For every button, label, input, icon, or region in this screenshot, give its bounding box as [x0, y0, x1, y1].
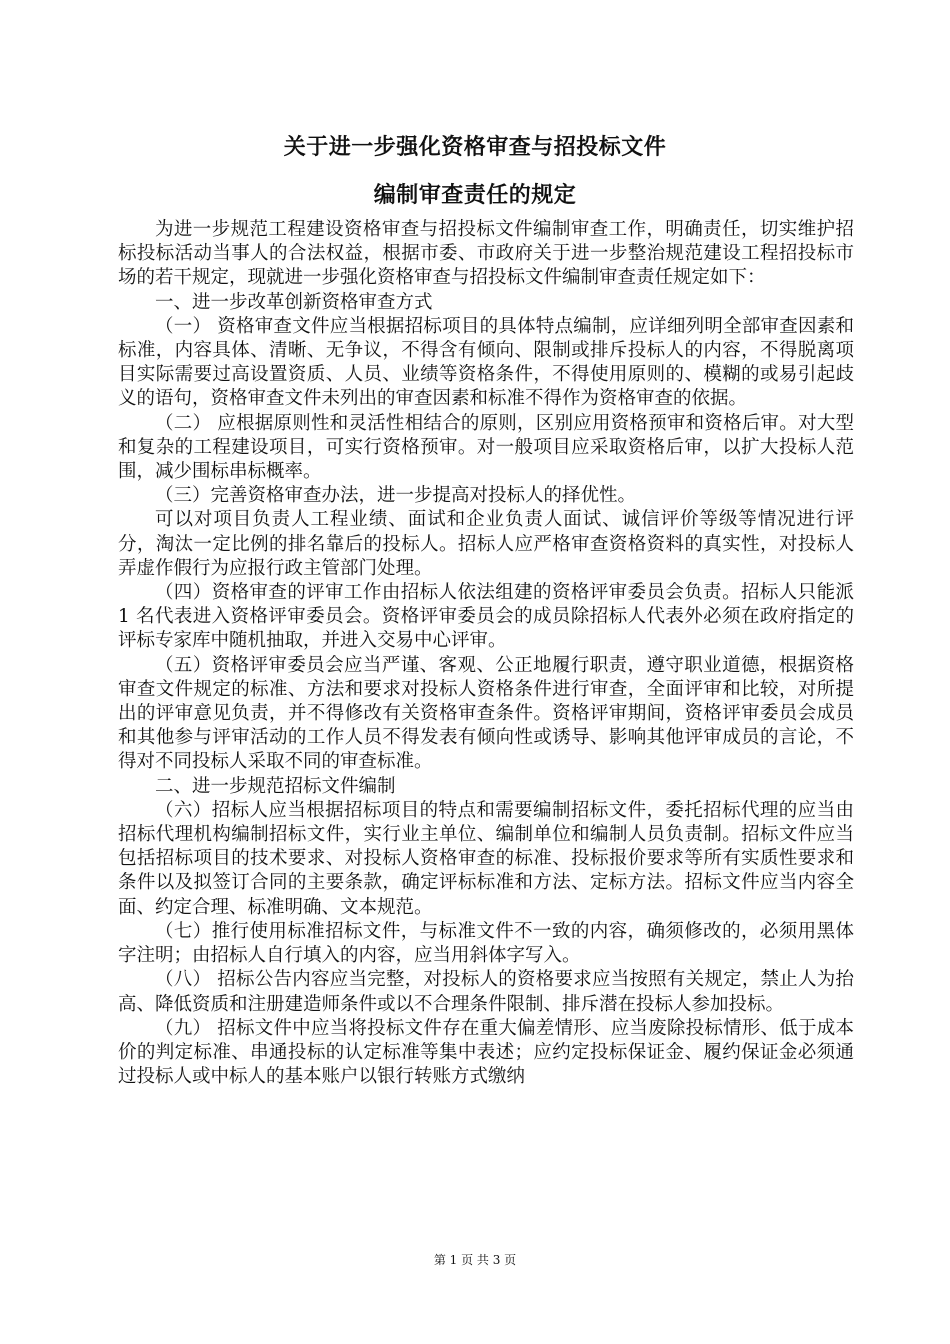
paragraph-item-3: （三）完善资格审查办法，进一步提高对投标人的择优性。 [155, 485, 637, 507]
paragraph-intro: 为进一步规范工程建设资格审查与招投标文件编制审查工作，明确责任，切实维护招标投标活动当事人的合法权益，根据市委、市政府关于进一步整治规范建设工程招投标市场的若干规定，现就进一步强化资格审查与招投标文件编制审查责任规定如下： [118, 219, 854, 289]
paragraph-item-9: （九） 招标文件中应当将投标文件存在重大偏差情形、应当废除投标情形、低于成本价的判定标准、串通投标的认定标准等集中表述；应约定投标保证金、履约保证金必须通过投标人或中标人的基本账户以银行转账方式缴纳 [118, 1017, 854, 1088]
document-body [118, 218, 854, 1089]
paragraph-item-3-detail: 可以对项目负责人工程业绩、面试和企业负责人面试、诚信评价等级等情况进行评分，淘汰一定比例的排名靠后的投标人。招标人应严格审查资格资料的真实性，对投标人弄虚作假行为应报行政主管部门处理。 [118, 509, 854, 579]
section-heading-2: 二、进一步规范招标文件编制 [155, 775, 396, 797]
section-heading-1: 一、进一步改革创新资格审查方式 [155, 291, 433, 313]
paragraph-item-1: （一） 资格审查文件应当根据招标项目的具体特点编制，应详细列明全部审查因素和标准，内容具体、清晰、无争议，不得含有倾向、限制或排斥投标人的内容，不得脱离项目实际需要过高设置资质、人员、业绩等资格条件，不得使用原则的、模糊的或易引起歧义的语句，资格审查文件未列出的审查因素和标准不得作为资格审查的依据。 [118, 315, 854, 410]
document-title-line-1: 关于进一步强化资格审查与招投标文件 [283, 135, 667, 160]
paragraph-item-8: （八） 招标公告内容应当完整，对投标人的资格要求应当按照有关规定，禁止人为抬高、降低资质和注册建造师条件或以不合理条件限制、排斥潜在投标人参加投标。 [118, 969, 854, 1015]
paragraph-item-4: （四）资格审查的评审工作由招标人依法组建的资格评审委员会负责。招标人只能派 1 名代表进入资格评审委员会。资格评审委员会的成员除招标人代表外必须在政府指定的评标专家库中随机抽取，并进入交易中心评审。 [118, 582, 854, 652]
page-number-footer: 第 1 页 共 3 页 [433, 1253, 517, 1267]
document-title-line-2: 编制审查责任的规定 [373, 183, 577, 208]
paragraph-item-7: （七）推行使用标准招标文件，与标准文件不一致的内容，确须修改的，必须用黑体字注明；由招标人自行填入的内容，应当用斜体字写入。 [118, 920, 854, 967]
paragraph-item-6: （六）招标人应当根据招标项目的特点和需要编制招标文件，委托招标代理的应当由招标代理机构编制招标文件，实行业主单位、编制单位和编制人员负责制。招标文件应当包括招标项目的技术要求、对投标人资格审查的标准、投标报价要求等所有实质性要求和条件以及拟签订合同的主要条款，确定评标标准和方法、定标方法。招标文件应当内容全面、约定合理、标准明确、文本规范。 [118, 799, 854, 918]
paragraph-item-5: （五）资格评审委员会应当严谨、客观、公正地履行职责，遵守职业道德，根据资格审查文件规定的标准、方法和要求对投标人资格条件进行审查，全面评审和比较，对所提出的评审意见负责，并不得修改有关资格审查条件。资格评审期间，资格评审委员会成员和其他参与评审活动的工作人员不得发表有倾向性或诱导、影响其他评审成员的言论，不得对不同投标人采取不同的审查标准。 [118, 654, 854, 773]
paragraph-item-2: （二） 应根据原则性和灵活性相结合的原则，区别应用资格预审和资格后审。对大型和复杂的工程建设项目，可实行资格预审。对一般项目应采取资格后审，以扩大投标人范围，减少围标串标概率。 [118, 412, 854, 483]
